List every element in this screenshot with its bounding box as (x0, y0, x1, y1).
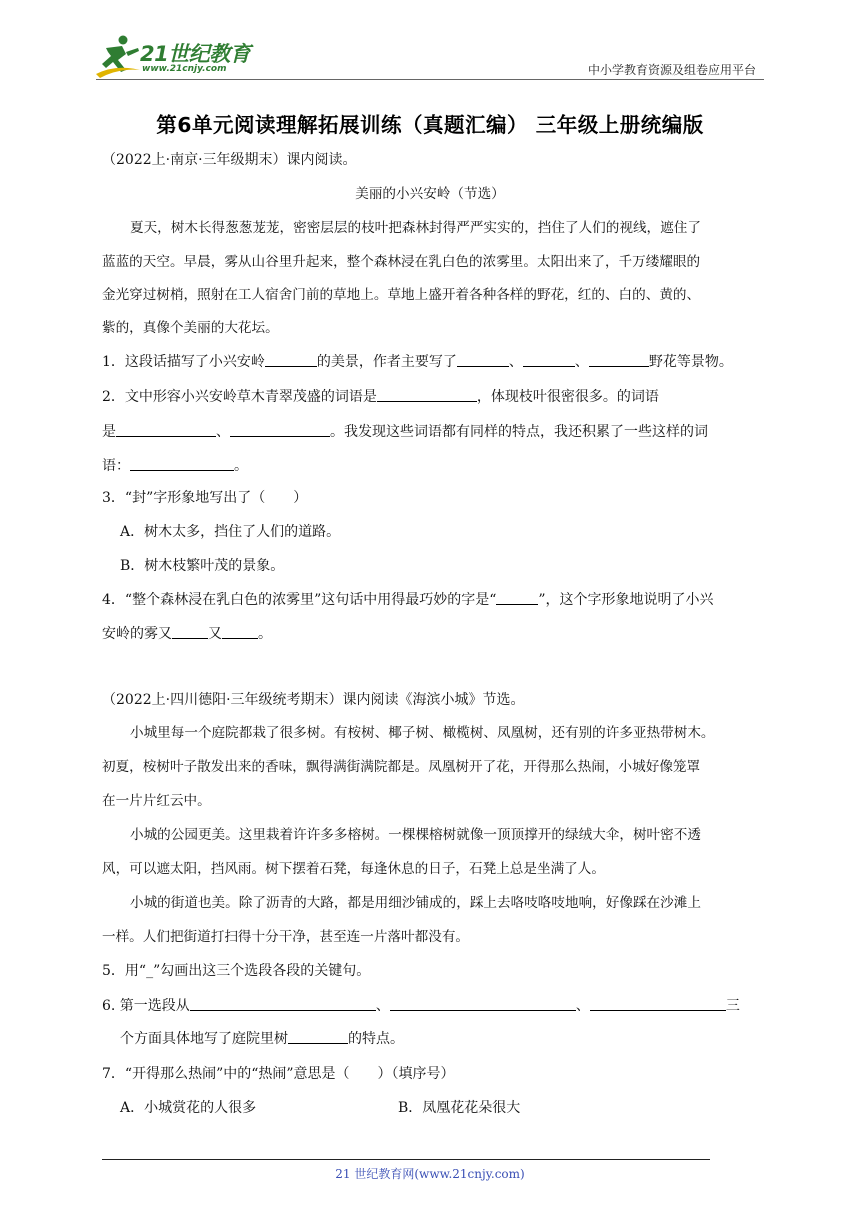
question-6-line1: 6. 第一选段从 、 、 三 (102, 998, 740, 1014)
passage2-line: 小城的街道也美。除了沥青的大路，都是用细沙铺成的，踩上去咯吱咯吱地响，好像踩在沙滩上 (130, 895, 701, 911)
question-7: 7．“开得那么热闹”中的“热闹”意思是（ ）（填序号） (102, 1066, 455, 1082)
header-divider (96, 79, 764, 80)
page-header (0, 0, 860, 80)
logo (96, 34, 266, 78)
question-6-line2: 个方面具体地写了庭院里树 的特点。 (120, 1031, 404, 1047)
logo-brand: 21世纪教育 (140, 42, 251, 66)
passage1-line: 金光穿过树梢，照射在工人宿舍门前的草地上。草地上盛开着各种各样的野花，红的、白的、黄的、 (102, 287, 701, 303)
answer-blank[interactable] (457, 352, 509, 367)
option-b[interactable]: B．树木枝繁叶茂的景象。 (120, 558, 285, 574)
answer-blank[interactable] (288, 1029, 348, 1044)
answer-blank[interactable] (230, 422, 330, 437)
answer-blank[interactable] (523, 352, 575, 367)
runner-logo-icon (96, 34, 142, 78)
answer-blank[interactable] (589, 352, 649, 367)
question-2-line2: 是 、 。我发现这些词语都有同样的特点，我还积累了一些这样的词 (102, 424, 708, 440)
answer-blank[interactable] (172, 624, 208, 639)
question-2-line3: 语： 。 (102, 458, 248, 474)
page-title: 第6单元阅读理解拓展训练（真题汇编） 三年级上册统编版 (156, 113, 704, 137)
passage2-line: 一样。人们把街道打扫得十分干净，甚至连一片落叶都没有。 (102, 929, 470, 945)
question-4-line2: 安岭的雾又 又 。 (102, 626, 272, 642)
answer-blank[interactable] (377, 387, 477, 402)
passage2-line: 在一片片红云中。 (102, 793, 211, 809)
footer-link[interactable]: 21 世纪教育网(www.21cnjy.com) (335, 1167, 525, 1181)
question-4-line1: 4．“整个森林浸在乳白色的浓雾里”这句话中用得最巧妙的字是“ ”，这个字形象地说明了小兴 (102, 592, 714, 608)
section2-source: （2022上·四川德阳·三年级统考期末）课内阅读《海滨小城》节选。 (102, 692, 525, 708)
answer-blank[interactable] (222, 624, 258, 639)
option-a[interactable]: A．小城赏花的人很多 (120, 1100, 257, 1116)
answer-blank[interactable] (265, 352, 317, 367)
passage2-line: 小城的公园更美。这里栽着许许多多榕树。一棵棵榕树就像一顶顶撑开的绿绒大伞，树叶密不透 (130, 827, 701, 843)
question-5: 5．用“_”勾画出这三个选段各段的关键句。 (102, 963, 371, 979)
answer-blank[interactable] (390, 996, 576, 1011)
answer-blank[interactable] (116, 422, 216, 437)
header-platform-text: 中小学教育资源及组卷应用平台 (587, 63, 756, 77)
question-1: 1．这段话描写了小兴安岭 的美景，作者主要写了 、 、 野花等景物。 (102, 354, 733, 370)
answer-blank[interactable] (590, 996, 726, 1011)
passage1-line: 夏天，树木长得葱葱茏茏，密密层层的枝叶把森林封得严严实实的，挡住了人们的视线，遮住了 (130, 220, 701, 236)
answer-blank[interactable] (190, 996, 376, 1011)
passage1-title: 美丽的小兴安岭（节选） (355, 186, 505, 202)
section1-source: （2022上·南京·三年级期末）课内阅读。 (102, 152, 357, 168)
footer-divider (102, 1159, 710, 1160)
passage2-line: 小城里每一个庭院都栽了很多树。有桉树、椰子树、橄榄树、凤凰树，还有别的许多亚热带树木。 (130, 725, 715, 741)
answer-blank[interactable] (130, 456, 234, 471)
option-a[interactable]: A．树木太多，挡住了人们的道路。 (120, 524, 341, 540)
option-b[interactable]: B．凤凰花花朵很大 (398, 1100, 521, 1116)
passage1-line: 蓝蓝的天空。早晨，雾从山谷里升起来，整个森林浸在乳白色的浓雾里。太阳出来了，千万缕耀眼的 (102, 254, 701, 270)
answer-blank[interactable] (496, 590, 538, 605)
passage2-line: 风，可以遮太阳，挡风雨。树下摆着石凳，每逢休息的日子，石凳上总是坐满了人。 (102, 861, 605, 877)
passage1-line: 紫的，真像个美丽的大花坛。 (102, 320, 279, 336)
passage2-line: 初夏，桉树叶子散发出来的香味，飘得满街满院都是。凤凰树开了花，开得那么热闹，小城好像笼罩 (102, 759, 701, 775)
logo-url: www.21cnjy.com (142, 64, 227, 74)
question-3: 3．“封”字形象地写出了（ ） (102, 490, 308, 506)
question-2-line1: 2．文中形容小兴安岭草木青翠茂盛的词语是 ，体现枝叶很密很多。的词语 (102, 389, 659, 405)
